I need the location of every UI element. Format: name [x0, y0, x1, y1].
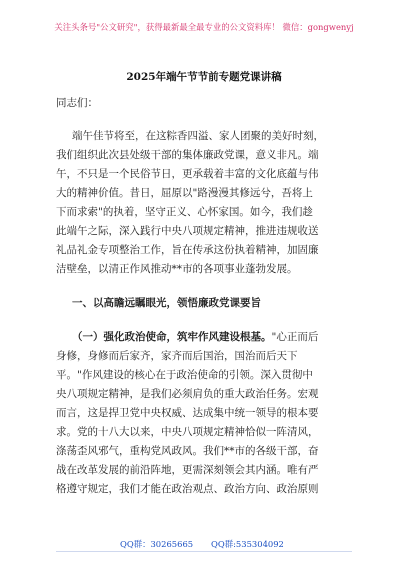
salutation: 同志们： [56, 97, 98, 109]
footer-contacts [0, 539, 408, 549]
text-line: 求。党的十八大以来，中央八项规定精神恰似一阵清风， [56, 426, 319, 438]
section-heading: 一、以高瞻远瞩眼光，领悟廉政党课要旨 [72, 297, 261, 309]
text-line: 端午佳节将至，在这粽香四溢、家人团聚的美好时刻， [72, 130, 324, 142]
footer-divider [56, 551, 352, 552]
text-line: 洁壁垒，以清正作风推动**市的各项事业蓬勃发展。 [56, 263, 298, 275]
text-line: 此端午之际，深入践行中央八项规定精神，推进违规收送 [56, 225, 319, 237]
text-line: 而言，这是捍卫党中央权威、达成集中统一领导的根本要 [56, 407, 319, 419]
text-line: 礼品礼金专项整治工作，旨在传承这份执着精神，加固廉 [56, 244, 319, 256]
text-line: 平。"作风建设的核心在于政治使命的引领。深入贯彻中 [56, 369, 313, 381]
document-title: 2025年端午节节前专题党课讲稿 [126, 71, 282, 83]
text-line: 央八项规定精神，是我们必须肩负的重大政治任务。宏观 [56, 388, 319, 400]
qq-group-right: QQ群:535304092 [211, 539, 284, 549]
text-line: 大的精神价值。昔日，屈原以"路漫漫其修远兮，吾将上 [56, 187, 313, 199]
text-line: 格遵守规定，我们才能在政治观点、政治方向、政治原则 [56, 483, 319, 495]
subsection-heading: （一）强化政治使命，筑牢作风建设根基。 [72, 331, 272, 343]
text-line: 涤荡歪风邪气，重构党风政风。我们**市的各级干部，奋 [56, 445, 319, 457]
subsection-first-text: "心正而后 [271, 331, 319, 343]
text-line: 下而求索"的执着，坚守正义、心怀家国。如今，我们趁 [56, 206, 313, 218]
text-line: 我们组织此次县处级干部的集体廉政党课，意义非凡。端 [56, 149, 319, 161]
text-line: 战在改革发展的前沿阵地，更需深刻领会其内涵。唯有严 [56, 464, 319, 476]
subsection-first-line [72, 330, 318, 344]
text-line: 身修，身修而后家齐，家齐而后国治，国治而后天下 [56, 350, 298, 362]
text-line: 午，不只是一个民俗节日，更承载着丰富的文化底蕴与伟 [56, 168, 319, 180]
header-banner: 关注头条号"公文研究"，获得最新最全最专业的公文资料库！ 微信：gongwenyj [54, 22, 354, 32]
qq-group-left: QQ群：30265665 [120, 539, 194, 549]
